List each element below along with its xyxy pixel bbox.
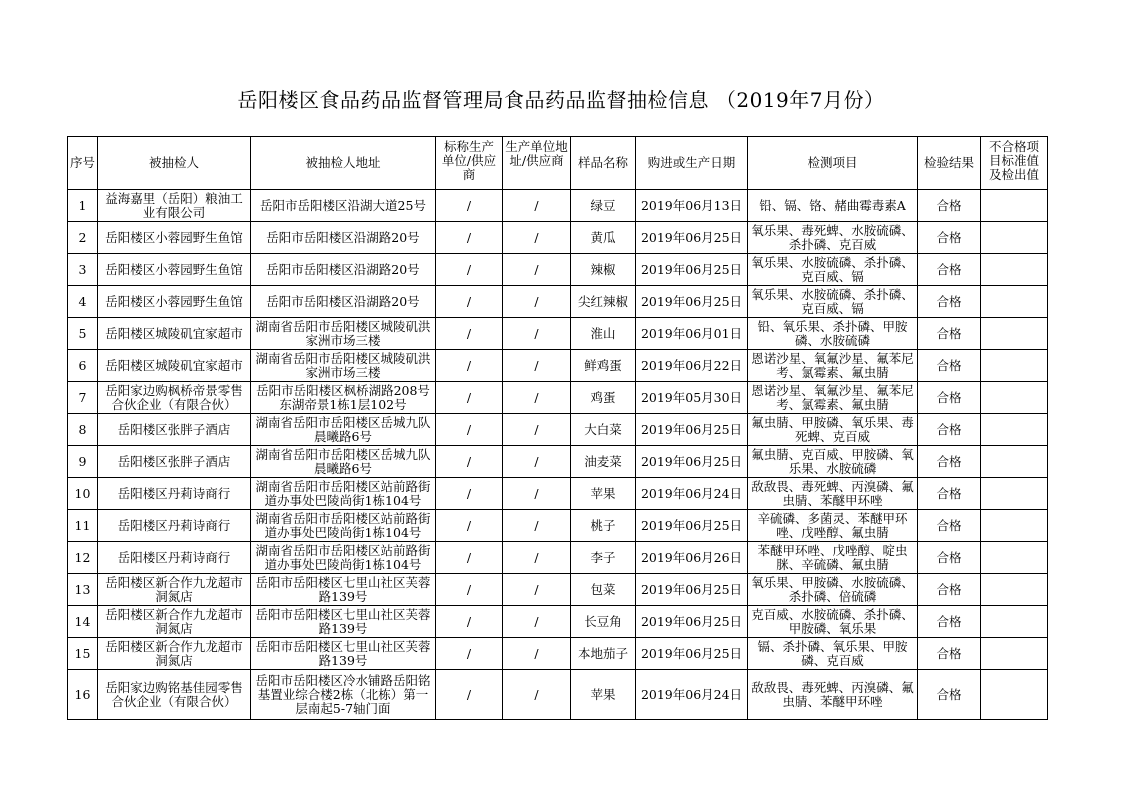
cell-seq: 16 — [68, 670, 98, 720]
cell-producer-address: / — [503, 350, 571, 382]
cell-fail — [981, 286, 1048, 318]
cell-result: 合格 — [918, 510, 981, 542]
cell-sample: 淮山 — [571, 318, 636, 350]
cell-sample: 黄瓜 — [571, 222, 636, 254]
cell-name: 益海嘉里（岳阳）粮油工业有限公司 — [98, 190, 251, 222]
cell-result: 合格 — [918, 382, 981, 414]
table-row — [68, 638, 1048, 670]
cell-producer: / — [436, 542, 503, 574]
cell-sample: 包菜 — [571, 574, 636, 606]
cell-name: 岳阳楼区新合作九龙超市洞氮店 — [98, 606, 251, 638]
cell-date: 2019年05月30日 — [636, 382, 748, 414]
cell-producer-address: / — [503, 670, 571, 720]
cell-address: 岳阳市岳阳楼区沿湖路20号 — [251, 286, 436, 318]
cell-fail — [981, 382, 1048, 414]
table-row — [68, 670, 1048, 720]
cell-producer: / — [436, 382, 503, 414]
cell-seq: 14 — [68, 606, 98, 638]
cell-items: 克百威、水胺硫磷、杀扑磷、甲胺磷、氧乐果 — [748, 606, 918, 638]
table-row — [68, 574, 1048, 606]
cell-items: 苯醚甲环唑、戊唑醇、啶虫脒、辛硫磷、氟虫腈 — [748, 542, 918, 574]
cell-address: 岳阳市岳阳楼区冷水铺路岳阳铭基置业综合楼2栋（北栋）第一层南起5-7轴门面 — [251, 670, 436, 720]
header-date: 购进或生产日期 — [636, 137, 748, 190]
cell-items: 氧乐果、水胺硫磷、杀扑磷、克百威、镉 — [748, 286, 918, 318]
cell-producer: / — [436, 254, 503, 286]
table-row — [68, 318, 1048, 350]
cell-name: 岳阳楼区小蓉园野生鱼馆 — [98, 254, 251, 286]
cell-producer: / — [436, 222, 503, 254]
cell-address: 湖南省岳阳市岳阳楼区站前路街道办事处巴陵尚街1栋104号 — [251, 478, 436, 510]
cell-seq: 11 — [68, 510, 98, 542]
cell-date: 2019年06月13日 — [636, 190, 748, 222]
table-row — [68, 286, 1048, 318]
cell-address: 湖南省岳阳市岳阳楼区城陵矶洪家洲市场三楼 — [251, 318, 436, 350]
table-row — [68, 190, 1048, 222]
cell-items: 敌敌畏、毒死蜱、丙溴磷、氟虫腈、苯醚甲环唑 — [748, 670, 918, 720]
cell-fail — [981, 350, 1048, 382]
cell-result: 合格 — [918, 478, 981, 510]
cell-date: 2019年06月24日 — [636, 670, 748, 720]
cell-result: 合格 — [918, 638, 981, 670]
cell-producer-address: / — [503, 190, 571, 222]
cell-address: 湖南省岳阳市岳阳楼区岳城九队晨曦路6号 — [251, 414, 436, 446]
cell-fail — [981, 414, 1048, 446]
cell-producer-address: / — [503, 318, 571, 350]
cell-seq: 6 — [68, 350, 98, 382]
cell-producer: / — [436, 350, 503, 382]
cell-sample: 长豆角 — [571, 606, 636, 638]
cell-address: 湖南省岳阳市岳阳楼区岳城九队晨曦路6号 — [251, 446, 436, 478]
cell-items: 恩诺沙星、氧氟沙星、氟苯尼考、氯霉素、氟虫腈 — [748, 382, 918, 414]
header-fail: 不合格项目标准值及检出值 — [981, 137, 1048, 190]
cell-producer: / — [436, 574, 503, 606]
cell-producer: / — [436, 286, 503, 318]
cell-fail — [981, 638, 1048, 670]
cell-items: 氧乐果、水胺硫磷、杀扑磷、克百威、镉 — [748, 254, 918, 286]
cell-name: 岳阳家边购枫桥帝景零售合伙企业（有限合伙） — [98, 382, 251, 414]
cell-producer-address: / — [503, 286, 571, 318]
cell-name: 岳阳楼区小蓉园野生鱼馆 — [98, 222, 251, 254]
cell-sample: 鸡蛋 — [571, 382, 636, 414]
cell-name: 岳阳楼区丹莉诗商行 — [98, 478, 251, 510]
cell-result: 合格 — [918, 414, 981, 446]
cell-date: 2019年06月25日 — [636, 414, 748, 446]
cell-seq: 13 — [68, 574, 98, 606]
cell-fail — [981, 670, 1048, 720]
cell-result: 合格 — [918, 190, 981, 222]
table-row — [68, 382, 1048, 414]
cell-address: 岳阳市岳阳楼区沿湖大道25号 — [251, 190, 436, 222]
cell-producer-address: / — [503, 446, 571, 478]
cell-items: 镉、杀扑磷、氧乐果、甲胺磷、克百威 — [748, 638, 918, 670]
cell-seq: 12 — [68, 542, 98, 574]
document-title: 岳阳楼区食品药品监督管理局食品药品监督抽检信息 （2019年7月份） — [237, 88, 885, 112]
cell-date: 2019年06月25日 — [636, 222, 748, 254]
cell-producer-address: / — [503, 510, 571, 542]
cell-fail — [981, 510, 1048, 542]
cell-sample: 大白菜 — [571, 414, 636, 446]
cell-items: 氧乐果、甲胺磷、水胺硫磷、杀扑磷、倍硫磷 — [748, 574, 918, 606]
cell-sample: 桃子 — [571, 510, 636, 542]
cell-name: 岳阳楼区小蓉园野生鱼馆 — [98, 286, 251, 318]
cell-address: 岳阳市岳阳楼区沿湖路20号 — [251, 222, 436, 254]
table-row — [68, 510, 1048, 542]
cell-seq: 15 — [68, 638, 98, 670]
cell-fail — [981, 478, 1048, 510]
cell-seq: 8 — [68, 414, 98, 446]
header-result: 检验结果 — [918, 137, 981, 190]
cell-name: 岳阳楼区丹莉诗商行 — [98, 510, 251, 542]
cell-producer: / — [436, 190, 503, 222]
cell-result: 合格 — [918, 318, 981, 350]
cell-fail — [981, 318, 1048, 350]
header-producer: 标称生产单位/供应商 — [436, 137, 503, 190]
cell-sample: 辣椒 — [571, 254, 636, 286]
cell-date: 2019年06月24日 — [636, 478, 748, 510]
cell-address: 岳阳市岳阳楼区七里山社区芙蓉路139号 — [251, 638, 436, 670]
cell-name: 岳阳楼区新合作九龙超市洞氮店 — [98, 574, 251, 606]
table-row — [68, 222, 1048, 254]
cell-producer: / — [436, 446, 503, 478]
cell-sample: 李子 — [571, 542, 636, 574]
cell-name: 岳阳楼区张胖子酒店 — [98, 414, 251, 446]
cell-producer-address: / — [503, 222, 571, 254]
cell-seq: 1 — [68, 190, 98, 222]
table-row — [68, 254, 1048, 286]
cell-date: 2019年06月25日 — [636, 510, 748, 542]
table-row — [68, 542, 1048, 574]
cell-fail — [981, 254, 1048, 286]
cell-sample: 鲜鸡蛋 — [571, 350, 636, 382]
cell-producer-address: / — [503, 574, 571, 606]
cell-sample: 油麦菜 — [571, 446, 636, 478]
cell-date: 2019年06月25日 — [636, 286, 748, 318]
cell-seq: 2 — [68, 222, 98, 254]
header-items: 检测项目 — [748, 137, 918, 190]
cell-items: 辛硫磷、多菌灵、苯醚甲环唑、戊唑醇、氟虫腈 — [748, 510, 918, 542]
table-row — [68, 478, 1048, 510]
table-row — [68, 350, 1048, 382]
cell-name: 岳阳楼区城陵矶宜家超市 — [98, 318, 251, 350]
cell-fail — [981, 190, 1048, 222]
cell-date: 2019年06月25日 — [636, 638, 748, 670]
cell-result: 合格 — [918, 222, 981, 254]
header-row — [68, 137, 1048, 190]
cell-fail — [981, 542, 1048, 574]
cell-address: 湖南省岳阳市岳阳楼区站前路街道办事处巴陵尚街1栋104号 — [251, 542, 436, 574]
cell-producer: / — [436, 318, 503, 350]
cell-address: 岳阳市岳阳楼区沿湖路20号 — [251, 254, 436, 286]
cell-name: 岳阳楼区张胖子酒店 — [98, 446, 251, 478]
cell-items: 敌敌畏、毒死蜱、丙溴磷、氟虫腈、苯醚甲环唑 — [748, 478, 918, 510]
cell-sample: 绿豆 — [571, 190, 636, 222]
cell-result: 合格 — [918, 286, 981, 318]
cell-seq: 5 — [68, 318, 98, 350]
cell-producer-address: / — [503, 254, 571, 286]
cell-address: 岳阳市岳阳楼区枫桥湖路208号东湖帝景1栋1层102号 — [251, 382, 436, 414]
table-row — [68, 414, 1048, 446]
cell-seq: 4 — [68, 286, 98, 318]
cell-producer-address: / — [503, 638, 571, 670]
cell-address: 岳阳市岳阳楼区七里山社区芙蓉路139号 — [251, 574, 436, 606]
cell-date: 2019年06月25日 — [636, 446, 748, 478]
cell-seq: 3 — [68, 254, 98, 286]
cell-date: 2019年06月25日 — [636, 254, 748, 286]
cell-result: 合格 — [918, 606, 981, 638]
cell-address: 湖南省岳阳市岳阳楼区城陵矶洪家洲市场三楼 — [251, 350, 436, 382]
cell-producer: / — [436, 414, 503, 446]
header-name: 被抽检人 — [98, 137, 251, 190]
cell-seq: 7 — [68, 382, 98, 414]
cell-fail — [981, 574, 1048, 606]
cell-sample: 尖红辣椒 — [571, 286, 636, 318]
cell-items: 氧乐果、毒死蜱、水胺硫磷、杀扑磷、克百威 — [748, 222, 918, 254]
cell-result: 合格 — [918, 670, 981, 720]
cell-fail — [981, 446, 1048, 478]
cell-result: 合格 — [918, 542, 981, 574]
inspection-table — [67, 136, 1048, 720]
cell-items: 铅、氧乐果、杀扑磷、甲胺磷、水胺硫磷 — [748, 318, 918, 350]
cell-address: 岳阳市岳阳楼区七里山社区芙蓉路139号 — [251, 606, 436, 638]
header-address: 被抽检人地址 — [251, 137, 436, 190]
header-sample: 样品名称 — [571, 137, 636, 190]
cell-items: 铅、镉、铬、赭曲霉毒素A — [748, 190, 918, 222]
cell-name: 岳阳家边购铭基佳园零售合伙企业（有限合伙） — [98, 670, 251, 720]
cell-name: 岳阳楼区新合作九龙超市洞氮店 — [98, 638, 251, 670]
cell-address: 湖南省岳阳市岳阳楼区站前路街道办事处巴陵尚街1栋104号 — [251, 510, 436, 542]
cell-items: 氟虫腈、克百威、甲胺磷、氧乐果、水胺硫磷 — [748, 446, 918, 478]
cell-fail — [981, 606, 1048, 638]
cell-items: 氟虫腈、甲胺磷、氧乐果、毒死蜱、克百威 — [748, 414, 918, 446]
cell-items: 恩诺沙星、氧氟沙星、氟苯尼考、氯霉素、氟虫腈 — [748, 350, 918, 382]
table-row — [68, 446, 1048, 478]
cell-sample: 苹果 — [571, 670, 636, 720]
cell-result: 合格 — [918, 446, 981, 478]
cell-sample: 本地茄子 — [571, 638, 636, 670]
cell-producer-address: / — [503, 542, 571, 574]
cell-producer-address: / — [503, 414, 571, 446]
cell-date: 2019年06月01日 — [636, 318, 748, 350]
cell-producer: / — [436, 670, 503, 720]
cell-date: 2019年06月22日 — [636, 350, 748, 382]
cell-producer-address: / — [503, 478, 571, 510]
cell-name: 岳阳楼区城陵矶宜家超市 — [98, 350, 251, 382]
cell-date: 2019年06月25日 — [636, 606, 748, 638]
cell-result: 合格 — [918, 574, 981, 606]
cell-fail — [981, 222, 1048, 254]
cell-producer: / — [436, 510, 503, 542]
cell-sample: 苹果 — [571, 478, 636, 510]
cell-name: 岳阳楼区丹莉诗商行 — [98, 542, 251, 574]
cell-seq: 9 — [68, 446, 98, 478]
cell-date: 2019年06月25日 — [636, 574, 748, 606]
header-seq: 序号 — [68, 137, 98, 190]
cell-producer: / — [436, 606, 503, 638]
cell-seq: 10 — [68, 478, 98, 510]
cell-producer-address: / — [503, 382, 571, 414]
table-row — [68, 606, 1048, 638]
cell-result: 合格 — [918, 350, 981, 382]
header-producer-address: 生产单位地址/供应商 — [503, 137, 571, 190]
cell-producer-address: / — [503, 606, 571, 638]
table-body — [68, 190, 1048, 720]
cell-date: 2019年06月26日 — [636, 542, 748, 574]
cell-producer: / — [436, 478, 503, 510]
cell-producer: / — [436, 638, 503, 670]
cell-result: 合格 — [918, 254, 981, 286]
